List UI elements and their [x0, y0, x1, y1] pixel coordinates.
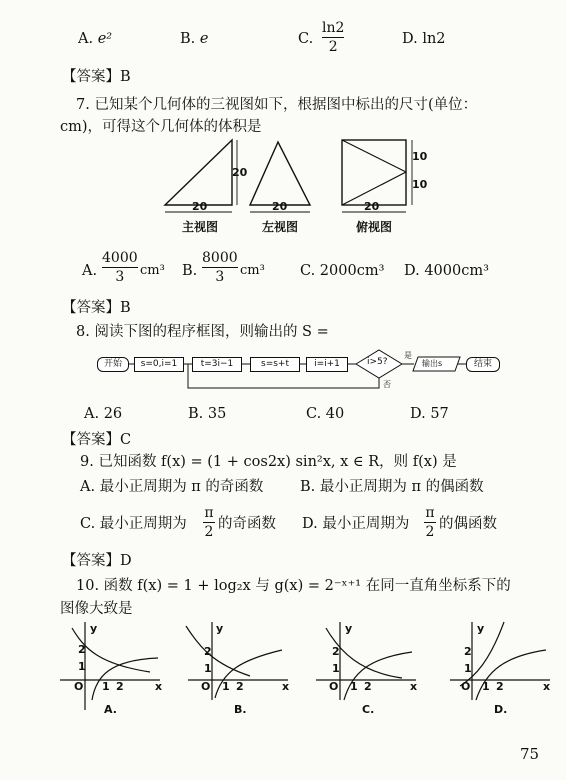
q6-a-value: e² — [97, 31, 113, 47]
top-view-label: 俯视图 — [356, 220, 393, 234]
flow-end: 结束 — [466, 357, 500, 372]
page-number: 75 — [520, 745, 540, 763]
answer-q6: 【答案】B — [62, 69, 131, 85]
q9-option-c-pre: C. 最小正周期为 — [80, 516, 187, 532]
answer-q7: 【答案】B — [62, 300, 131, 316]
q10-stem-line2: 图像大致是 — [60, 601, 133, 617]
q7-stem-line2: cm)，可得这个几何体的体积是 — [60, 119, 262, 135]
q7-c-value: 2000cm³ — [319, 263, 385, 279]
graph-a-x2: 2 — [116, 680, 124, 693]
graph-d-o: O — [461, 680, 471, 693]
graph-a-label: A. — [104, 703, 117, 716]
graph-c-o: O — [329, 680, 339, 693]
graph-c-x2: 2 — [364, 680, 372, 693]
flow-start: 开始 — [97, 357, 129, 372]
graph-c-label: C. — [362, 703, 375, 716]
graph-d-x: x — [543, 680, 551, 693]
top-view-dim-lower: 10 — [412, 178, 428, 191]
q9-c-num: π — [204, 505, 214, 521]
q9-stem: 9. 已知函数 f(x) = (1 + cos2x) sin²x, x ∈ R，则 f(x) 是 — [80, 454, 457, 470]
graph-c-2: 2 — [332, 645, 340, 658]
q8-option-a: A. 26 — [84, 406, 123, 422]
q9-c-den: 2 — [204, 524, 214, 540]
graph-d-label: D. — [494, 703, 508, 716]
graph-a-o: O — [74, 680, 84, 693]
q9-d-num: π — [425, 505, 435, 521]
q6-c-den: 2 — [328, 39, 338, 55]
q7-a-label: A. — [82, 263, 98, 279]
graph-b-1: 1 — [204, 662, 212, 675]
side-view-label: 左视图 — [262, 220, 299, 234]
q7-b-num: 8000 — [202, 250, 238, 266]
graph-d-2: 2 — [464, 645, 472, 658]
graph-b-2: 2 — [204, 645, 212, 658]
flow-output: 输出s — [422, 359, 443, 368]
answer-q8: 【答案】C — [62, 432, 132, 448]
q6-d-label: D. — [402, 31, 418, 47]
graph-b-o: O — [201, 680, 211, 693]
graph-d-x1: 1 — [482, 680, 490, 693]
q7-d-label: D. — [404, 263, 420, 279]
q9-option-b: B. 最小正周期为 π 的偶函数 — [300, 479, 484, 495]
q10-stem-line1: 10. 函数 f(x) = 1 + log₂x 与 g(x) = 2⁻ˣ⁺¹ 在同一直角坐标系下的 — [76, 578, 511, 594]
q6-d-value: ln2 — [422, 31, 446, 47]
graph-a-1: 1 — [78, 660, 86, 673]
flow-condition: i>5? — [367, 357, 388, 367]
graph-d-1: 1 — [464, 662, 472, 675]
flow-s: s=s+t — [250, 357, 300, 372]
graph-a-y: y — [90, 622, 98, 635]
graph-d-y: y — [477, 622, 485, 635]
q9-option-a: A. 最小正周期为 π 的奇函数 — [80, 479, 264, 495]
q6-c-num: ln2 — [322, 20, 345, 36]
graph-c-x1: 1 — [350, 680, 358, 693]
front-view-label: 主视图 — [182, 220, 219, 234]
q6-b-label: B. — [180, 31, 196, 47]
q7-b-unit: cm³ — [240, 263, 265, 278]
graph-b-label: B. — [234, 703, 247, 716]
graph-b-x1: 1 — [222, 680, 230, 693]
q9-option-c-post: 的奇函数 — [218, 516, 276, 532]
q7-b-label: B. — [182, 263, 198, 279]
graph-b-y: y — [216, 622, 224, 635]
q7-a-unit: cm³ — [140, 263, 165, 278]
answer-q9: 【答案】D — [62, 553, 132, 569]
q7-stem-line1: 7. 已知某个几何体的三视图如下，根据图中标出的尺寸(单位： — [76, 97, 478, 113]
graph-b-x: x — [282, 680, 290, 693]
q9-option-d-post: 的偶函数 — [439, 516, 497, 532]
q9-d-den: 2 — [425, 524, 435, 540]
q8-option-b: B. 35 — [188, 406, 227, 422]
graph-b-x2: 2 — [236, 680, 244, 693]
top-view-dim-upper: 10 — [412, 150, 428, 163]
graph-a-x1: 1 — [102, 680, 110, 693]
flow-i: i=i+1 — [306, 357, 348, 372]
q8-option-c: C. 40 — [306, 406, 345, 422]
q7-a-den: 3 — [115, 269, 125, 285]
front-view-height-dim: 20 — [232, 166, 248, 179]
flow-yes: 是 — [404, 351, 412, 360]
graph-a-x: x — [155, 680, 163, 693]
top-view-width-dim: 20 — [364, 200, 380, 213]
graph-d-x2: 2 — [496, 680, 504, 693]
q8-option-d: D. 57 — [410, 406, 449, 422]
q8-stem: 8. 阅读下图的程序框图，则输出的 S = — [76, 324, 329, 340]
q9-option-d-pre: D. 最小正周期为 — [302, 516, 410, 532]
flow-no: 否 — [383, 380, 391, 389]
q6-a-label: A. — [78, 31, 94, 47]
q7-b-den: 3 — [215, 269, 225, 285]
q7-c-label: C. — [300, 263, 316, 279]
graph-a-2: 2 — [78, 643, 86, 656]
flow-t: t=3i−1 — [192, 357, 242, 372]
q7-a-num: 4000 — [102, 250, 138, 266]
graph-c-y: y — [345, 622, 353, 635]
side-view-width-dim: 20 — [272, 200, 288, 213]
graph-c-x: x — [410, 680, 418, 693]
q6-option-c-label: C. — [298, 31, 314, 47]
q6-b-value: e — [199, 31, 209, 47]
flow-init: s=0,i=1 — [134, 357, 184, 372]
front-view-width-dim: 20 — [192, 200, 208, 213]
q7-d-value: 4000cm³ — [424, 263, 489, 279]
graph-c-1: 1 — [332, 662, 340, 675]
